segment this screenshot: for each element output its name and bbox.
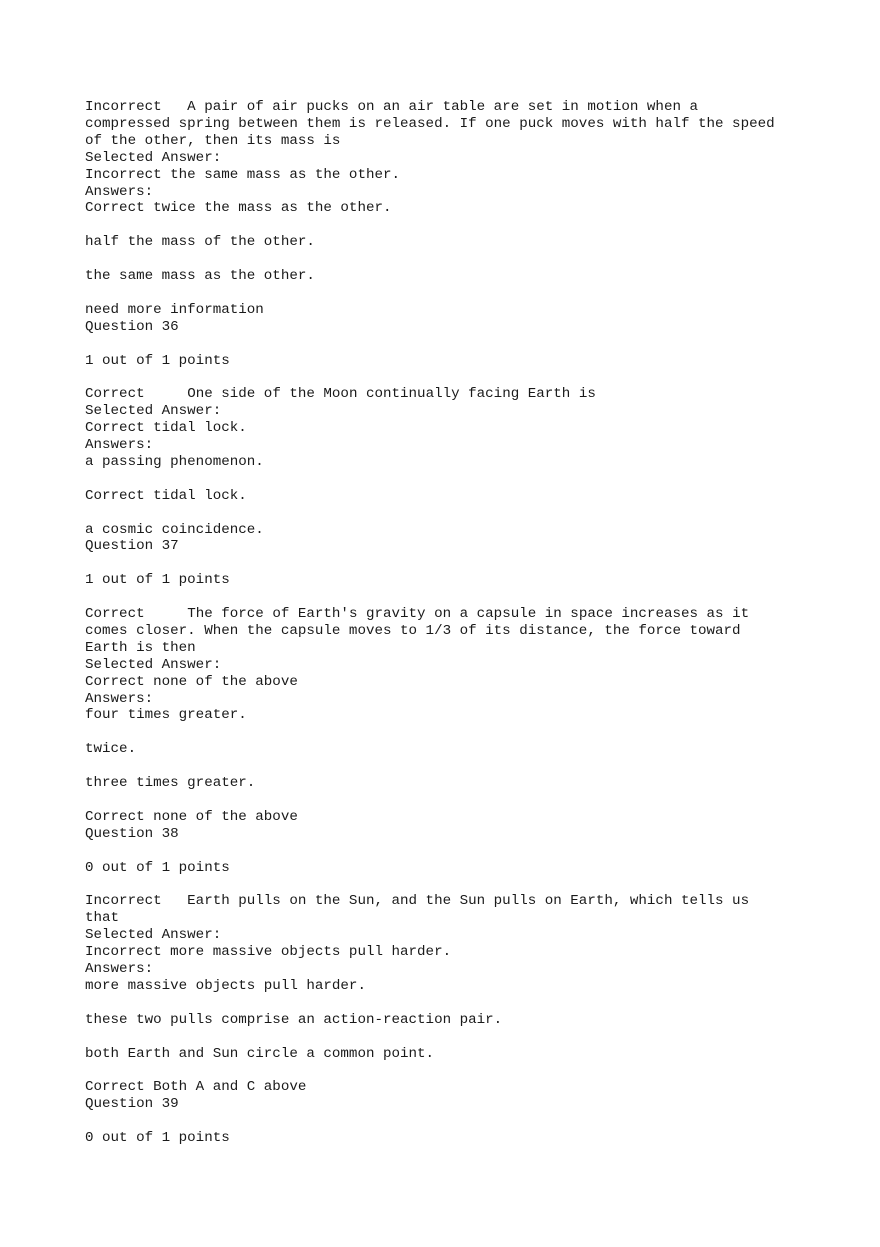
question-36-status: Correct	[85, 386, 145, 403]
question-39-heading: Question 39	[85, 1096, 179, 1113]
question-37-text: The force of Earth's gravity on a capsule in space increases as it comes closer. When the capsule moves to 1/3 of its distance, the force toward Earth is then	[85, 606, 758, 656]
question-38-answer: more massive objects pull harder.	[85, 977, 366, 994]
question-37-answers-label: Answers:	[85, 690, 154, 707]
question-38-selected-answer: Incorrect more massive objects pull harder.	[85, 944, 452, 961]
question-37-answer: three times greater.	[85, 775, 256, 792]
quiz-results-document	[85, 99, 785, 1147]
question-36-selected-answer: Correct tidal lock.	[85, 420, 247, 437]
question-37-answer: four times greater.	[85, 707, 247, 724]
question-38-prompt	[85, 893, 785, 927]
question-35-selected-label: Selected Answer:	[85, 149, 222, 166]
question-38-heading: Question 38	[85, 825, 179, 842]
question-37-selected-label: Selected Answer:	[85, 656, 222, 673]
question-36-answers-label: Answers:	[85, 437, 154, 454]
question-37-prompt	[85, 606, 785, 657]
question-37-selected-answer: Correct none of the above	[85, 673, 298, 690]
question-36-selected-label: Selected Answer:	[85, 403, 222, 420]
question-35-selected-answer: Incorrect the same mass as the other.	[85, 166, 401, 183]
question-35-answer: the same mass as the other.	[85, 268, 315, 285]
question-35-text: A pair of air pucks on an air table are set in motion when a compressed spring between them is released. If one puck moves with half the speed of the other, then its mass is	[85, 99, 784, 149]
question-39-points: 0 out of 1 points	[85, 1130, 230, 1146]
question-36-prompt	[85, 386, 785, 403]
question-36-heading: Question 36	[85, 318, 179, 335]
question-35-answer: Correct twice the mass as the other.	[85, 200, 392, 217]
question-35-answer: half the mass of the other.	[85, 234, 315, 251]
question-37-status: Correct	[85, 606, 145, 623]
question-36-points: 1 out of 1 points	[85, 352, 230, 369]
question-35-answers-label: Answers:	[85, 183, 154, 200]
question-38-status: Incorrect	[85, 893, 162, 910]
question-37-points: 1 out of 1 points	[85, 572, 230, 589]
question-37-answer: Correct none of the above	[85, 808, 298, 825]
question-36-answer: Correct tidal lock.	[85, 487, 247, 504]
question-38-points: 0 out of 1 points	[85, 859, 230, 876]
question-38-answers-label: Answers:	[85, 961, 154, 977]
question-38-answer: Correct Both A and C above	[85, 1079, 307, 1096]
question-36-text: One side of the Moon continually facing Earth is	[187, 386, 596, 403]
question-35-prompt	[85, 99, 785, 150]
question-37-answer: twice.	[85, 741, 137, 758]
question-38-answer: these two pulls comprise an action-reaction pair.	[85, 1011, 503, 1028]
question-38-text: Earth pulls on the Sun, and the Sun pulls on Earth, which tells us that	[85, 893, 758, 927]
question-38-selected-label: Selected Answer:	[85, 927, 222, 944]
question-35-status: Incorrect	[85, 99, 162, 115]
question-36-answer: a cosmic coincidence.	[85, 521, 264, 538]
question-37-heading: Question 37	[85, 538, 179, 555]
question-36-answer: a passing phenomenon.	[85, 453, 264, 470]
question-38-answer: both Earth and Sun circle a common point.	[85, 1045, 435, 1062]
question-35-answer: need more information	[85, 301, 264, 318]
